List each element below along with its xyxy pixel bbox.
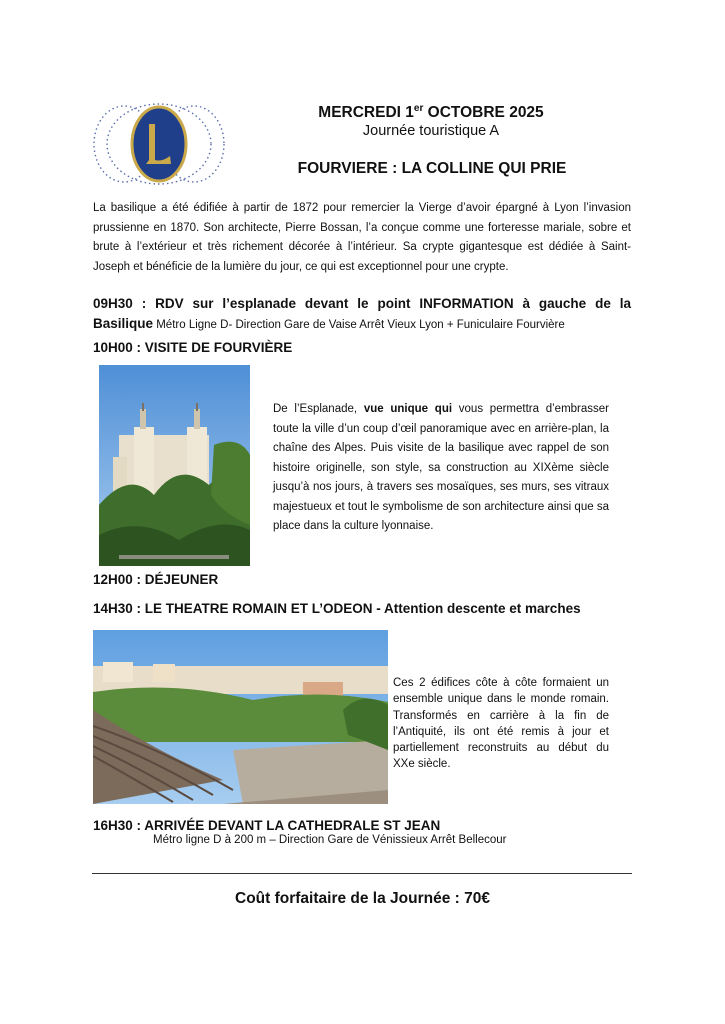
intro-paragraph: La basilique a été édifiée à partir de 1872 pour remercier la Vierge d’avoir épargné à Lyon l’invasion prussienne en 1870. Son architecte, Pierre Bossan, l’a conçue comme une forteresse mariale, sobre et brute à l’extérieur et très richement décorée à l’intérieur. Sa crypte gigantesque est dédiée à Saint-Joseph et bénéficie de la lumière du jour, ce qui est exceptionnel pour une crypte.	[93, 202, 631, 273]
basilica-photo	[99, 365, 250, 566]
section-cathedral-metro: Métro ligne D à 200 m – Direction Gare de Vénissieux Arrêt Bellecour	[153, 834, 507, 846]
association-logo	[92, 102, 226, 186]
roman-theatre-photo	[93, 630, 388, 804]
section-meeting-metro: Métro Ligne D- Direction Gare de Vaise Arrêt Vieux Lyon + Funiculaire Fourvière	[153, 319, 565, 331]
event-date: MERCREDI 1er OCTOBRE 2025	[318, 103, 544, 122]
section-visit-text: De l’Esplanade, vue unique qui vous permettra d’embrasser toute la ville d’un coup d’œil panoramique avec en arrière-plan, la chaîne des Alpes. Puis visite de la basilique avec rappel de son histoire originelle, son style, sa construction au XIXème siècle jusqu’à nos jours, à travers ses mosaïques, ses murs, ses vitraux majestueux et tout le symbolisme de son architecture ainsi que sa place dans la culture lyonnaise.	[273, 403, 610, 532]
day-cost: Coût forfaitaire de la Journée : 70€	[235, 890, 490, 907]
event-subtitle: Journée touristique A	[362, 123, 500, 139]
page-title: FOURVIERE : LA COLLINE QUI PRIE	[297, 160, 567, 177]
divider	[92, 873, 632, 874]
section-lunch-heading: 12H00 : DÉJEUNER	[93, 572, 219, 587]
section-theatre-heading: 14H30 : LE THEATRE ROMAIN ET L’ODEON - Attention descente et marches	[93, 601, 581, 616]
section-visit-heading: 10H00 : VISITE DE FOURVIÈRE	[93, 340, 293, 355]
section-theatre-text: Ces 2 édifices côte à côte formaient un ensemble unique dans le monde romain. Transformés en carrière à la fin de l’Antiquité, ils ont été remis à jour et partiellement reconstruits au début du XXe siècle.	[393, 677, 609, 771]
section-cathedral-heading: 16H30 : ARRIVÉE DEVANT LA CATHEDRALE ST JEAN	[93, 818, 441, 833]
section-meeting	[93, 294, 631, 335]
section-meeting-heading: 09H30 : RDV sur l’esplanade devant le point INFORMATION à gauche de la Basilique	[93, 296, 631, 331]
